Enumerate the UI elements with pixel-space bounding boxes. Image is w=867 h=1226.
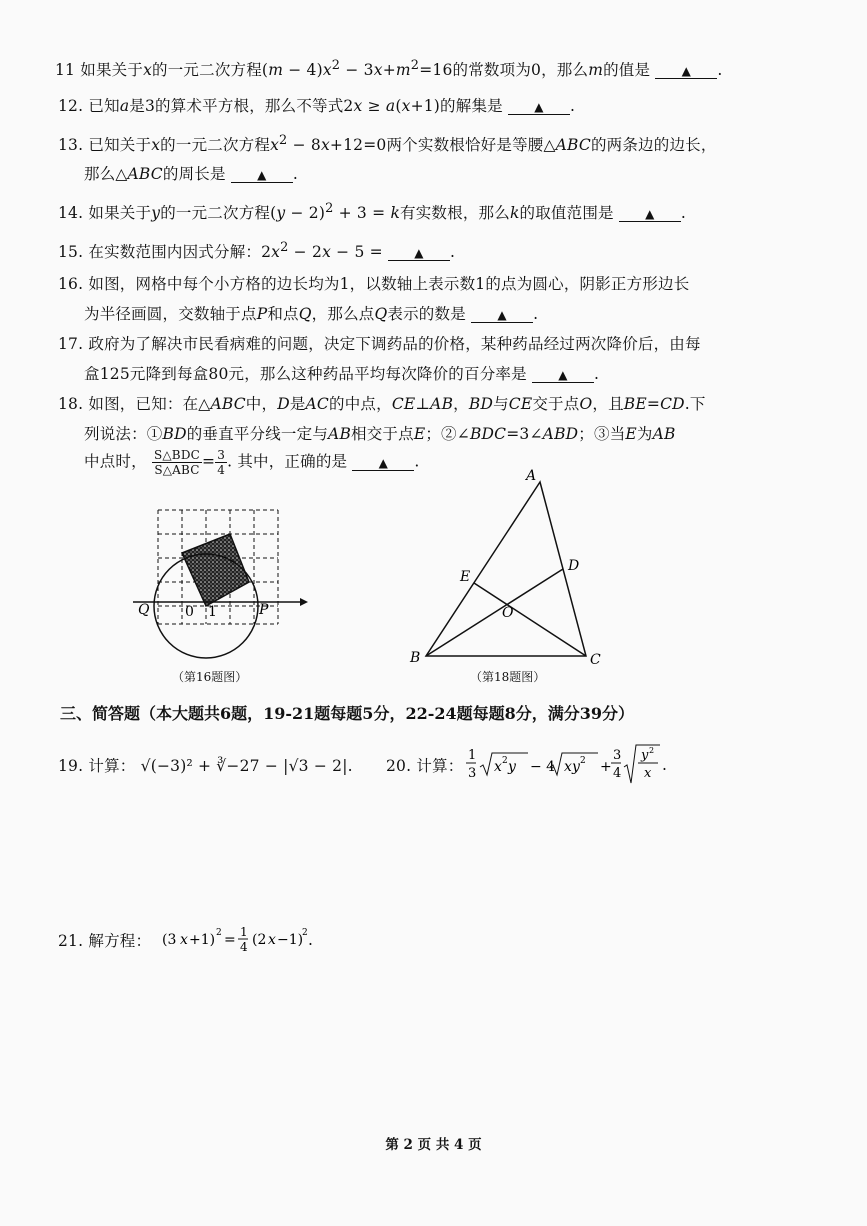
svg-text:1: 1 — [468, 748, 477, 763]
figure-18 — [408, 470, 608, 670]
text: 有实数根，那么 — [400, 204, 510, 223]
text: . — [717, 61, 723, 80]
text: 那么△ — [84, 165, 128, 183]
text: 如果关于 — [88, 204, 152, 223]
var: AC — [305, 395, 329, 413]
text: 的一元二次方程( — [152, 61, 269, 80]
page-footer: 第 2 页 共 4 页 — [385, 1137, 482, 1153]
question-17 — [58, 332, 701, 354]
text: ；②∠ — [425, 425, 470, 443]
text: 的取值范围是 — [519, 204, 614, 223]
value-fraction — [215, 448, 227, 477]
text: − 2) — [285, 204, 326, 223]
svg-text:2: 2 — [502, 756, 508, 766]
text: ( — [395, 97, 402, 115]
text: − 5 = — [331, 243, 383, 262]
question-number: 13. — [58, 136, 84, 155]
exponent: 2 — [325, 201, 334, 216]
var: CE — [391, 395, 416, 413]
text: 计算： — [88, 757, 136, 775]
text: 的中点， — [329, 395, 392, 413]
text: 和点 — [267, 305, 299, 323]
answer-blank[interactable] — [655, 65, 717, 79]
var: x — [320, 136, 330, 155]
var: O — [579, 395, 593, 413]
var: a — [385, 97, 396, 115]
var: ABC — [555, 136, 591, 155]
var: BD — [162, 425, 187, 443]
q20-expression — [466, 743, 666, 793]
svg-text:+: + — [600, 759, 612, 775]
text: =3∠ — [506, 425, 543, 443]
text: 是3的算术平方根，那么不等式2 — [129, 97, 354, 115]
var: E — [625, 425, 637, 443]
triangle-icon: ▲ — [378, 455, 389, 470]
shaded-square — [182, 534, 249, 606]
answer-blank[interactable] — [508, 101, 570, 115]
var: x — [322, 243, 332, 262]
label-B: B — [410, 650, 421, 666]
svg-text:3: 3 — [613, 748, 622, 763]
text: . — [680, 204, 687, 223]
var: m — [395, 61, 411, 80]
question-18-line2 — [84, 422, 676, 444]
svg-text:y: y — [572, 759, 580, 775]
answer-blank[interactable] — [532, 369, 594, 383]
var: x — [401, 97, 411, 115]
svg-text:−1): −1) — [277, 932, 304, 948]
area-ratio-fraction — [152, 448, 202, 477]
q21-expression — [160, 920, 320, 960]
var: AB — [430, 395, 454, 413]
figure-16-caption: （第16题图） — [172, 670, 248, 684]
var: Q — [298, 305, 312, 323]
triangle-icon: ▲ — [645, 207, 655, 222]
text: − 3 — [340, 61, 374, 80]
exponent: 2 — [280, 240, 289, 255]
text: 政府为了解决市民看病难的问题，决定下调药品的价格，某种药品经过两次降价后，由每 — [88, 335, 701, 353]
question-number: 12. — [58, 97, 84, 115]
var: x — [373, 61, 383, 80]
text: 解方程： — [88, 932, 152, 950]
label-one: 1 — [208, 604, 217, 620]
label-O: O — [502, 605, 514, 621]
var: x — [270, 136, 280, 155]
var: P — [256, 305, 268, 323]
figure-18-caption: （第18题图） — [470, 670, 546, 684]
label-E: E — [460, 569, 471, 585]
question-number: 15. — [58, 243, 84, 262]
text: ，且 — [592, 395, 624, 413]
text: 计算： — [416, 757, 464, 775]
question-number: 18. — [58, 395, 84, 413]
text: +12=0两个实数根恰好是等腰△ — [329, 136, 556, 155]
question-number: 17. — [58, 335, 84, 353]
section-title: 三、简答题（本大题共6题，19-21题每题5分，22-24题每题8分，满分39分） — [60, 704, 635, 723]
text: 的垂直平分线一定与 — [186, 425, 329, 443]
var: y — [276, 204, 286, 223]
svg-text:2: 2 — [302, 928, 308, 938]
var: AB — [328, 425, 352, 443]
svg-text:x: x — [644, 766, 652, 781]
var: CD — [660, 395, 685, 413]
answer-blank[interactable] — [471, 309, 533, 323]
svg-text:=: = — [224, 932, 236, 948]
text: 的一元二次方程( — [160, 204, 277, 223]
answer-blank[interactable] — [352, 457, 414, 471]
text: . — [414, 452, 420, 471]
var: x — [322, 61, 332, 80]
text: +1)的解集是 — [410, 97, 503, 115]
var: BDC — [469, 425, 507, 443]
svg-text:+1): +1) — [189, 932, 216, 948]
var: x — [151, 136, 161, 155]
svg-text:x: x — [494, 759, 502, 775]
text: − 2 — [288, 243, 323, 262]
question-18-line3 — [84, 448, 420, 477]
text: 如图，网格中每个小方格的边长均为1，以数轴上表示数1的点为圆心，阴影正方形边长 — [88, 275, 690, 293]
question-17-line2 — [84, 362, 599, 384]
text: 是 — [289, 395, 306, 413]
label-Q: Q — [138, 602, 150, 618]
text: 为半径画圆，交数轴于点 — [84, 305, 257, 323]
fraction-numerator: 3 — [217, 448, 226, 462]
exponent: 2 — [279, 133, 288, 148]
var: ABD — [542, 425, 579, 443]
segment-BD — [426, 569, 563, 656]
question-13 — [58, 133, 717, 155]
text: = — [646, 395, 661, 413]
var: k — [390, 204, 401, 223]
question-15 — [58, 240, 455, 262]
svg-text:4: 4 — [240, 940, 248, 954]
svg-text:4: 4 — [613, 766, 622, 781]
text: ，那么点 — [311, 305, 375, 323]
label-zero: 0 — [185, 604, 194, 620]
question-number: 16. — [58, 275, 84, 293]
text: ， — [453, 395, 469, 413]
text: 的一元二次方程 — [160, 136, 271, 155]
triangle-icon: ▲ — [257, 168, 267, 182]
text: 盒125元降到每盒80元，那么这种药品平均每次降价的百分率是 — [84, 365, 527, 383]
answer-blank[interactable] — [619, 208, 681, 222]
svg-text:y: y — [641, 748, 649, 763]
triangle-icon: ▲ — [534, 100, 544, 114]
text: 相交于点 — [351, 425, 414, 443]
text: 的值是 — [603, 61, 651, 80]
var: ABC — [127, 165, 163, 183]
exponent: 2 — [410, 58, 420, 73]
text: =16的常数项为0，那么 — [419, 61, 589, 80]
question-12 — [58, 94, 575, 116]
var: k — [509, 204, 520, 223]
answer-blank[interactable] — [388, 247, 450, 261]
svg-text:x: x — [180, 932, 188, 948]
answer-blank[interactable] — [231, 169, 293, 183]
question-21 — [58, 929, 151, 951]
text: − 8 — [287, 136, 321, 155]
question-16 — [58, 272, 689, 294]
triangle-icon: ▲ — [497, 308, 507, 322]
svg-text:x: x — [564, 759, 572, 775]
expression: √(−3)² + ∛−27 − |√3 − 2| — [140, 757, 348, 775]
text: 交于点 — [532, 395, 580, 413]
text: . — [347, 757, 353, 775]
text: 如图，已知：在△ — [88, 395, 211, 413]
text: − 4) — [283, 61, 323, 80]
svg-text:2: 2 — [216, 928, 222, 938]
text: = — [202, 452, 216, 471]
svg-text:1: 1 — [240, 925, 248, 939]
text: . — [570, 97, 576, 115]
text: 在实数范围内因式分解：2 — [88, 243, 272, 262]
fraction-numerator: S△BDC — [153, 448, 201, 462]
var: BE — [623, 395, 647, 413]
svg-text:2: 2 — [649, 746, 655, 755]
text: . — [292, 165, 298, 183]
var: a — [119, 97, 130, 115]
svg-text:y: y — [508, 759, 516, 775]
svg-text:(3: (3 — [162, 932, 177, 948]
fraction-denominator: 4 — [217, 463, 226, 477]
text: 已知关于 — [88, 136, 152, 155]
var: m — [268, 61, 284, 80]
q20-end: . — [662, 756, 668, 774]
text: 中点时， — [84, 452, 147, 471]
question-20 — [386, 754, 464, 776]
var: BD — [468, 395, 494, 413]
text: 表示的数是 — [387, 305, 466, 323]
svg-text:− 4: − 4 — [530, 759, 556, 775]
text: 与 — [493, 395, 509, 413]
text: 列说法：① — [84, 425, 163, 443]
var: D — [277, 395, 290, 413]
triangle-icon: ▲ — [558, 368, 568, 382]
text: . — [593, 365, 600, 383]
text: . 其中，正确的是 — [227, 452, 348, 471]
var: ABC — [210, 395, 246, 413]
var: E — [413, 425, 426, 443]
var: x — [271, 243, 281, 262]
question-number: 14. — [58, 204, 84, 223]
label-C: C — [590, 652, 601, 668]
var: x — [143, 61, 153, 80]
text: ≥ — [362, 97, 386, 115]
var: x — [353, 97, 363, 115]
question-18 — [58, 392, 706, 414]
text: 的周长是 — [162, 165, 226, 183]
svg-text:x: x — [268, 932, 276, 948]
text: 已知 — [88, 97, 120, 115]
question-11 — [55, 58, 722, 80]
var: AB — [652, 425, 676, 443]
text: 如果关于 — [80, 61, 144, 80]
question-16-line2 — [84, 302, 538, 324]
text: 为 — [636, 425, 653, 443]
text: . — [449, 243, 456, 262]
svg-text:2: 2 — [580, 756, 586, 766]
label-D: D — [568, 558, 580, 574]
question-14 — [58, 201, 686, 223]
var: m — [588, 61, 604, 80]
question-number: 21. — [58, 932, 84, 950]
text: + — [382, 61, 396, 80]
question-number: 11 — [55, 61, 76, 80]
triangle-icon: ▲ — [414, 246, 424, 261]
question-number: 19. — [58, 757, 84, 775]
label-A: A — [526, 468, 537, 484]
text: ；③当 — [578, 425, 626, 443]
svg-text:3: 3 — [468, 766, 477, 781]
triangle-icon: ▲ — [681, 64, 692, 79]
label-P: P — [259, 602, 269, 618]
question-19 — [58, 754, 353, 776]
text: . — [533, 305, 539, 323]
text: .下 — [684, 395, 706, 413]
var: Q — [374, 305, 388, 323]
question-number: 20. — [386, 757, 412, 775]
arrow-icon — [300, 598, 308, 606]
figure-16 — [128, 505, 328, 665]
fraction-denominator: S△ABC — [154, 463, 200, 477]
question-13-line2 — [84, 162, 298, 184]
svg-text:(2: (2 — [252, 932, 267, 948]
text: ⊥ — [415, 395, 431, 413]
var: CE — [508, 395, 533, 413]
text: 中， — [245, 395, 278, 413]
text: 的两条边的边长， — [590, 136, 717, 155]
exponent: 2 — [331, 58, 341, 73]
text: + 3 = — [333, 204, 391, 223]
q21-end: . — [308, 931, 314, 949]
var: y — [151, 204, 161, 223]
